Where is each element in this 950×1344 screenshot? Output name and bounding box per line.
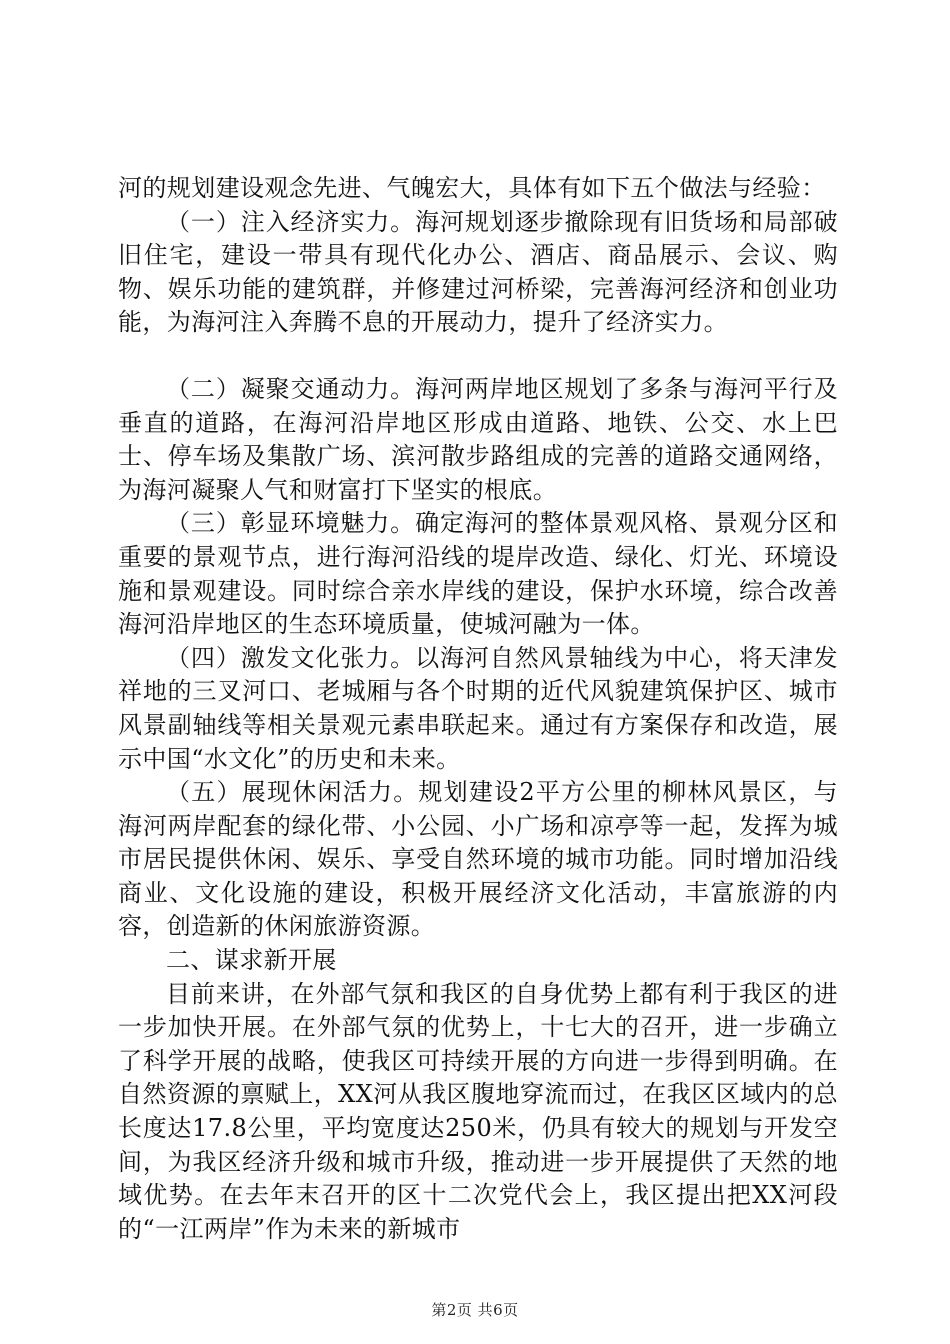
- page-footer: 第2页 共6页: [431, 1301, 519, 1319]
- document-body: [118, 172, 838, 1246]
- paragraph-item-4: （四）激发文化张力。以海河自然风景轴线为中心，将天津发祥地的三叉河口、老城厢与各个时期的近代风貌建筑保护区、城市风景副轴线等相关景观元素串联起来。通过有方案保存和改造，展示中国“水文化”的历史和未来。: [118, 643, 838, 773]
- paragraph-intro: 河的规划建设观念先进、气魄宏大，具体有如下五个做法与经验：: [118, 174, 826, 202]
- paragraph-item-1: （一）注入经济实力。海河规划逐步撤除现有旧货场和局部破旧住宅，建设一带具有现代化办公、酒店、商品展示、会议、购物、娱乐功能的建筑群，并修建过河桥梁，完善海河经济和创业功能，为海河注入奔腾不息的开展动力，提升了经济实力。: [118, 207, 838, 337]
- paragraph-body: 目前来讲，在外部气氛和我区的自身优势上都有利于我区的进一步加快开展。在外部气氛的优势上，十七大的召开，进一步确立了科学开展的战略，使我区可持续开展的方向进一步得到明确。在自然资源的禀赋上，XX河从我区腹地穿流而过，在我区区域内的总长度达17.8公里，平均宽度达250米，仍具有较大的规划与开发空间，为我区经济升级和城市升级，推动进一步开展提供了天然的地域优势。在去年末召开的区十二次党代会上，我区提出把XX河段的“一江两岸”作为未来的新城市: [118, 979, 838, 1243]
- paragraph-item-2: （二）凝聚交通动力。海河两岸地区规划了多条与海河平行及垂直的道路，在海河沿岸地区形成由道路、地铁、公交、水上巴士、停车场及集散广场、滨河散步路组成的完善的道路交通网络，为海河凝聚人气和财富打下坚实的根底。: [118, 374, 838, 504]
- paragraph-item-5: （五）展现休闲活力。规划建设2平方公里的柳林风景区，与海河两岸配套的绿化带、小公园、小广场和凉亭等一起，发挥为城市居民提供休闲、娱乐、享受自然环境的城市功能。同时增加沿线商业、文化设施的建设，积极开展经济文化活动，丰富旅游的内容，创造新的休闲旅游资源。: [118, 778, 838, 941]
- section-heading: 二、谋求新开展: [166, 946, 337, 975]
- paragraph-item-3: （三）彰显环境魅力。确定海河的整体景观风格、景观分区和重要的景观节点，进行海河沿线的堤岸改造、绿化、灯光、环境设施和景观建设。同时综合亲水岸线的建设，保护水环境，综合改善海河沿岸地区的生态环境质量，使城河融为一体。: [118, 509, 838, 639]
